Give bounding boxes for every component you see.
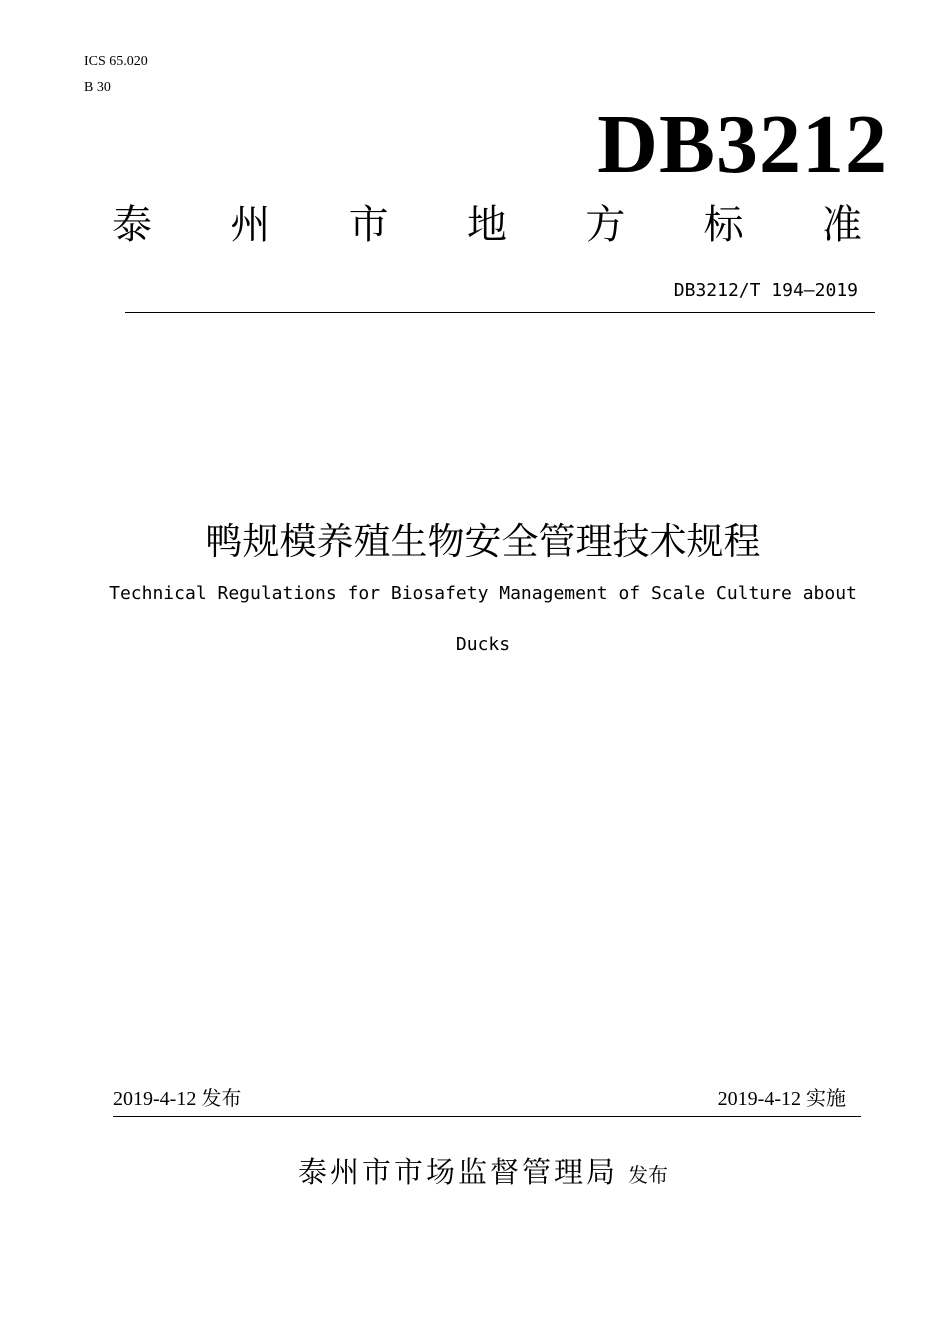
standard-type-char: 泰 — [112, 202, 152, 248]
issue-date: 2019-4-12 发布 — [113, 1088, 242, 1110]
footer-divider — [113, 1116, 861, 1117]
db-code: DB3212 — [597, 98, 888, 191]
title-english-line-1: Technical Regulations for Biosafety Management of Scale Culture about — [109, 583, 857, 604]
title-english-line-2: Ducks — [455, 634, 511, 655]
issuer-name: 泰州市市场监督管理局 — [297, 1155, 618, 1189]
issuer-suffix: 发布 — [628, 1163, 668, 1187]
title-chinese: 鸭规模养殖生物安全管理技术规程 — [205, 520, 761, 563]
standard-number: DB3212/T 194—2019 — [673, 280, 858, 301]
standard-type-char: 州 — [230, 202, 271, 248]
ics-code: ICS 65.020 — [84, 54, 148, 69]
standard-type-char: 标 — [703, 202, 744, 248]
issuer — [0, 1152, 950, 1197]
standard-type-char: 方 — [585, 202, 626, 248]
header-divider — [125, 312, 875, 313]
implementation-date: 2019-4-12 实施 — [717, 1088, 846, 1110]
classification-code: B 30 — [84, 80, 111, 95]
standard-type-char: 地 — [466, 202, 507, 248]
standard-type-char: 市 — [348, 202, 389, 248]
standard-type — [112, 198, 862, 252]
standard-type-char: 准 — [821, 202, 862, 248]
